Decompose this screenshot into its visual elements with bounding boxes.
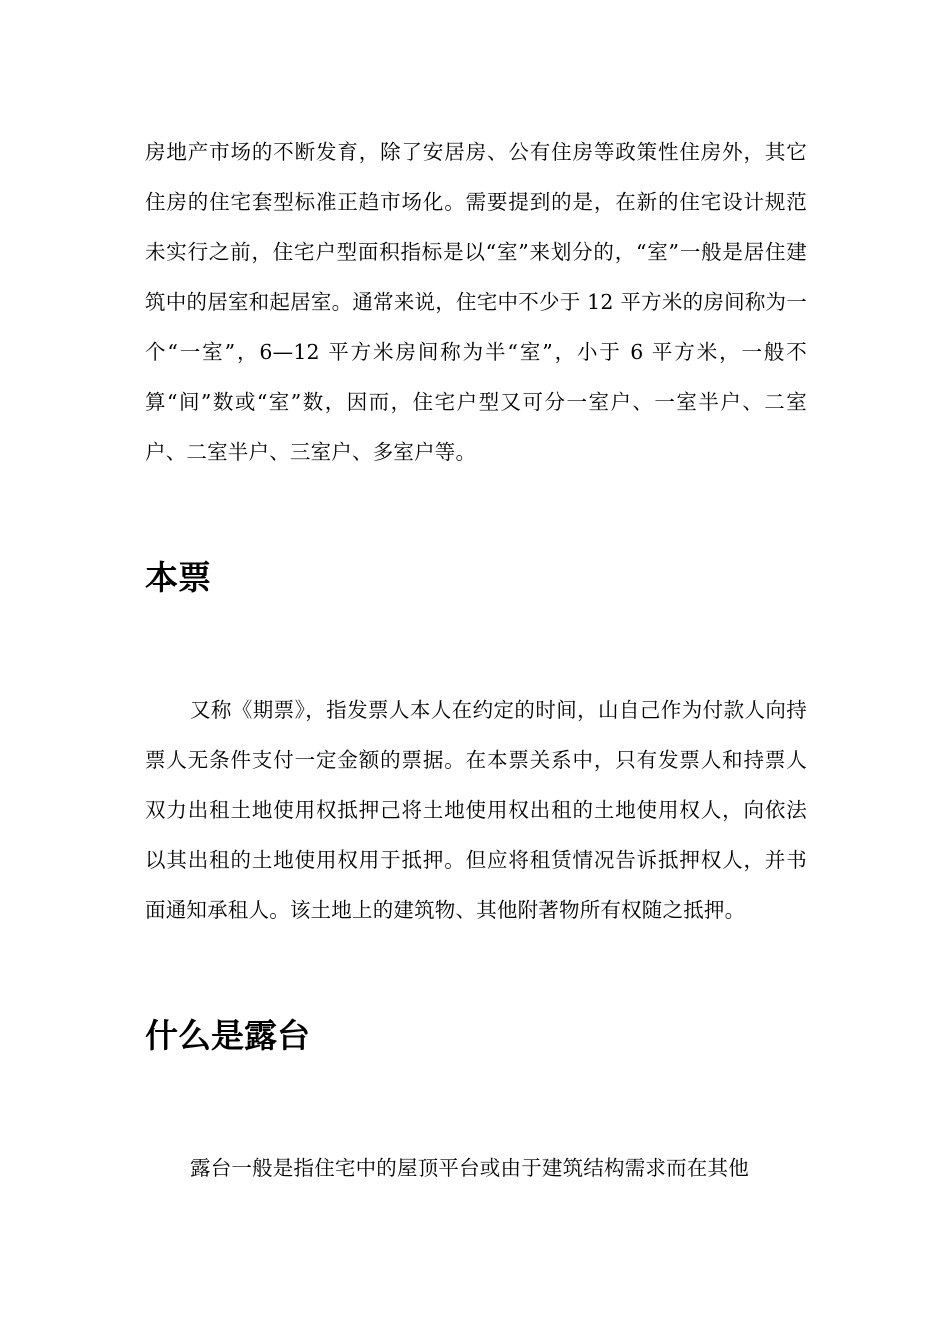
paragraph-housing-standards: 房地产市场的不断发育，除了安居房、公有住房等政策性住房外，其它住房的住宅套型标准正趋市场化。需要提到的是，在新的住宅设计规范未实行之前，住宅户型面积指标是以“室”来划分的，“室”一般是居住建筑中的居室和起居室。通常来说，住宅中不少于 12 平方米的房间称为一个“一室”，6—12 平方米房间称为半“室”，小于 6 平方米，一般不算“间”数或“室”数，因而，住宅户型又可分一室户、一室半户、二室户、二室半户、三室户、多室户等。: [145, 140, 807, 464]
heading-terrace: 什么是露台: [145, 1016, 310, 1055]
paragraph-terrace: 露台一般是指住宅中的屋顶平台或由于建筑结构需求而在其他: [190, 1156, 749, 1180]
paragraph-promissory-note: 又称《期票》，指发票人本人在约定的时间，山自己作为付款人向持票人无条件支付一定金额的票据。在本票关系中，只有发票人和持票人双力出租土地使用权抵押己将土地使用权出租的土地使用权人，向依法以其出租的土地使用权用于抵押。但应将租赁情况告诉抵押权人，并书面通知承租人。该土地上的建筑物、其他附著物所有权随之抵押。: [145, 698, 807, 922]
heading-promissory-note: 本票: [145, 558, 211, 597]
